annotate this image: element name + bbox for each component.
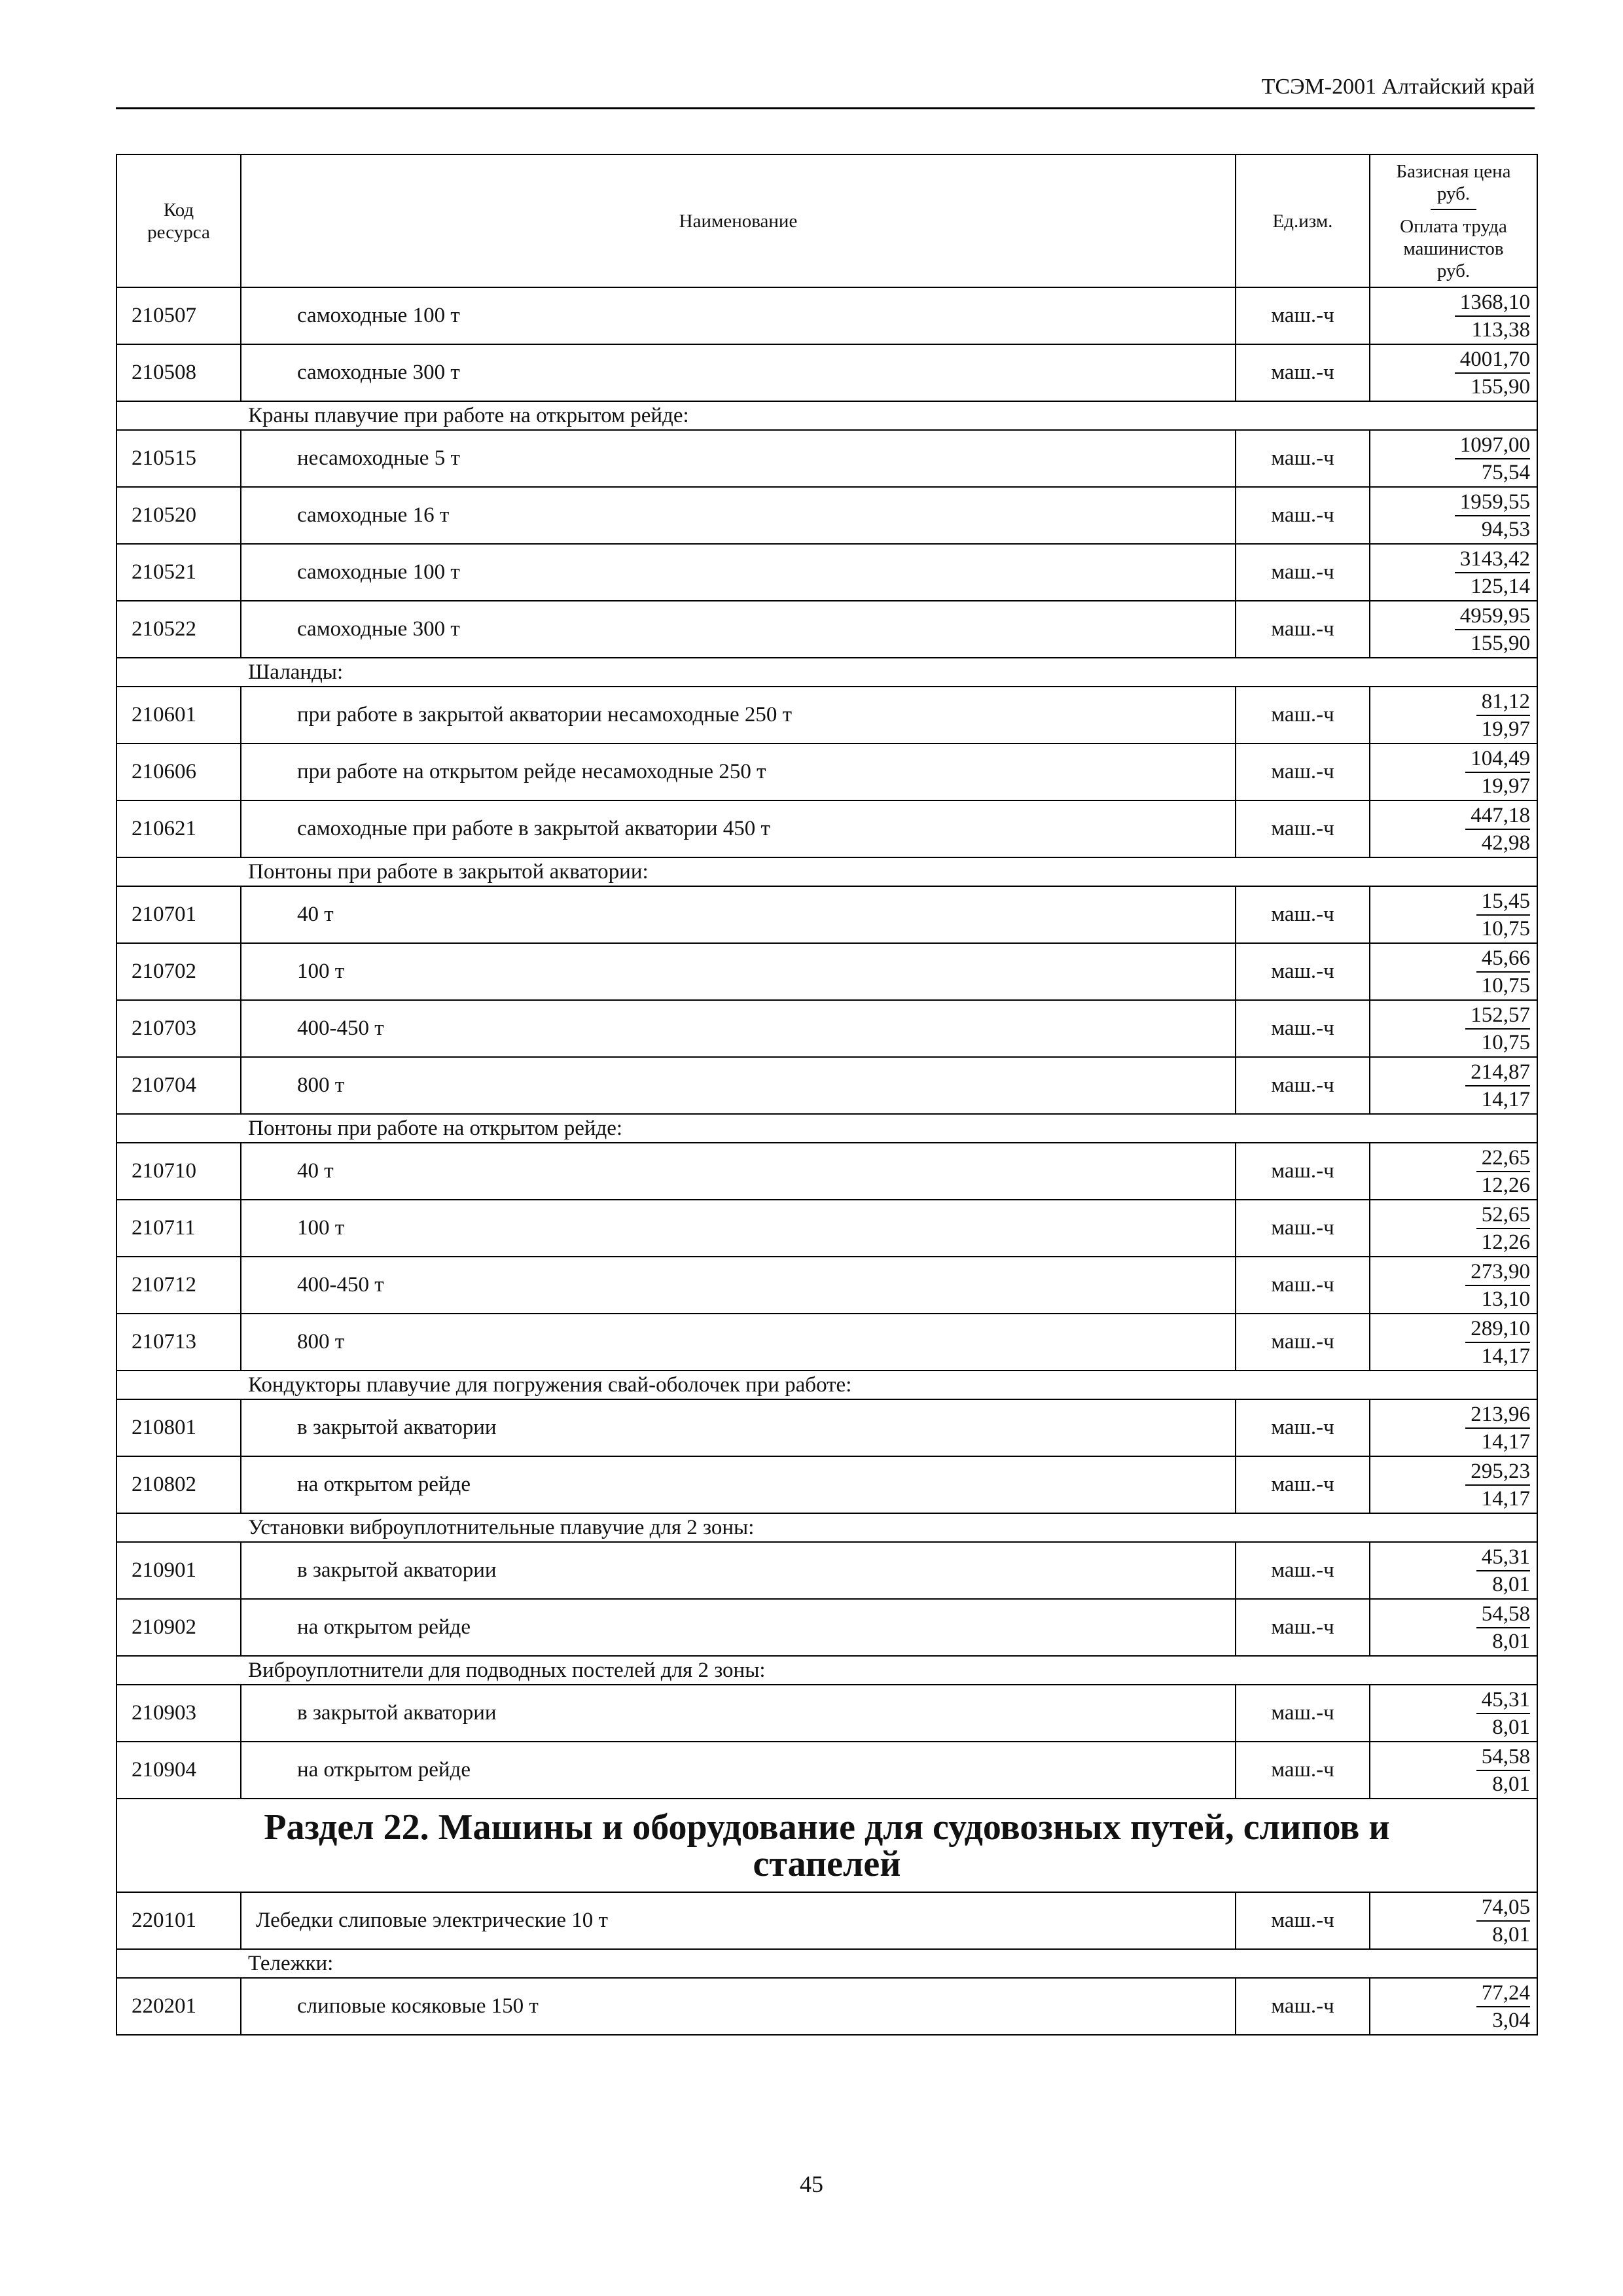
header-name: Наименование xyxy=(241,154,1236,287)
table-row xyxy=(116,1143,1537,1200)
price-cell xyxy=(1370,1200,1537,1257)
table-row xyxy=(116,1978,1537,2035)
base-price: 289,10 xyxy=(1465,1316,1530,1343)
unit: маш.-ч xyxy=(1236,1200,1370,1257)
resource-code: 210801 xyxy=(116,1399,241,1456)
base-price: 45,31 xyxy=(1476,1687,1530,1714)
resource-code: 210710 xyxy=(116,1143,241,1200)
operator-wage: 10,75 xyxy=(1481,1030,1530,1054)
unit: маш.-ч xyxy=(1236,1257,1370,1314)
group-row xyxy=(116,1114,1537,1143)
table-row xyxy=(116,1399,1537,1456)
group-label: Установки виброуплотнительные плавучие для 2 зоны: xyxy=(116,1513,1537,1542)
price-cell xyxy=(1370,943,1537,1000)
group-row xyxy=(116,1371,1537,1399)
section-heading: Раздел 22. Машины и оборудование для судовозных путей, слипов и стапелей xyxy=(116,1799,1537,1892)
base-price: 273,90 xyxy=(1465,1259,1530,1286)
resource-code: 210903 xyxy=(116,1685,241,1742)
resource-code: 210507 xyxy=(116,287,241,344)
resource-name: в закрытой акватории xyxy=(241,1685,1236,1742)
unit: маш.-ч xyxy=(1236,1599,1370,1656)
base-price: 3143,42 xyxy=(1455,546,1530,573)
table-row xyxy=(116,287,1537,344)
resource-table xyxy=(116,154,1538,2036)
resource-name: 40 т xyxy=(241,1143,1236,1200)
resource-code: 210701 xyxy=(116,886,241,943)
resource-name: 400-450 т xyxy=(241,1257,1236,1314)
price-cell xyxy=(1370,800,1537,857)
operator-wage: 155,90 xyxy=(1471,374,1530,399)
resource-code: 220201 xyxy=(116,1978,241,2035)
price-cell xyxy=(1370,287,1537,344)
resource-name: на открытом рейде xyxy=(241,1599,1236,1656)
group-row xyxy=(116,658,1537,687)
resource-code: 210702 xyxy=(116,943,241,1000)
operator-wage: 14,17 xyxy=(1481,1087,1530,1111)
price-cell xyxy=(1370,344,1537,401)
unit: маш.-ч xyxy=(1236,1685,1370,1742)
price-cell xyxy=(1370,1456,1537,1513)
base-price: 1368,10 xyxy=(1455,289,1530,317)
resource-code: 210703 xyxy=(116,1000,241,1057)
unit: маш.-ч xyxy=(1236,1314,1370,1371)
table-row xyxy=(116,1456,1537,1513)
operator-wage: 113,38 xyxy=(1471,317,1530,342)
header-unit: Ед.изм. xyxy=(1236,154,1370,287)
operator-wage: 155,90 xyxy=(1471,631,1530,655)
resource-code: 210522 xyxy=(116,601,241,658)
base-price: 45,66 xyxy=(1476,945,1530,973)
resource-code: 210520 xyxy=(116,487,241,544)
base-price: 77,24 xyxy=(1476,1980,1530,2007)
resource-name: самоходные 300 т xyxy=(241,344,1236,401)
table-row xyxy=(116,1892,1537,1949)
price-cell xyxy=(1370,430,1537,487)
resource-code: 210606 xyxy=(116,744,241,800)
resource-code: 210521 xyxy=(116,544,241,601)
table-row xyxy=(116,1599,1537,1656)
table-row xyxy=(116,800,1537,857)
group-row xyxy=(116,1513,1537,1542)
price-cell xyxy=(1370,544,1537,601)
price-cell xyxy=(1370,1057,1537,1114)
resource-code: 210704 xyxy=(116,1057,241,1114)
base-price: 52,65 xyxy=(1476,1202,1530,1229)
resource-name: при работе в закрытой акватории несамоходные 250 т xyxy=(241,687,1236,744)
unit: маш.-ч xyxy=(1236,1399,1370,1456)
base-price: 447,18 xyxy=(1465,802,1530,830)
price-cell xyxy=(1370,1314,1537,1371)
price-cell xyxy=(1370,1257,1537,1314)
operator-wage: 10,75 xyxy=(1481,973,1530,997)
group-label: Кондукторы плавучие для погружения свай-оболочек при работе: xyxy=(116,1371,1537,1399)
table-row xyxy=(116,1200,1537,1257)
unit: маш.-ч xyxy=(1236,800,1370,857)
operator-wage: 19,97 xyxy=(1481,774,1530,798)
resource-code: 210901 xyxy=(116,1542,241,1599)
base-price: 152,57 xyxy=(1465,1002,1530,1030)
operator-wage: 8,01 xyxy=(1492,1629,1530,1653)
resource-name: 100 т xyxy=(241,943,1236,1000)
resource-code: 210802 xyxy=(116,1456,241,1513)
resource-code: 210711 xyxy=(116,1200,241,1257)
operator-wage: 42,98 xyxy=(1481,831,1530,855)
resource-name: самоходные при работе в закрытой акватории 450 т xyxy=(241,800,1236,857)
group-label: Краны плавучие при работе на открытом рейде: xyxy=(116,401,1537,430)
resource-name: самоходные 100 т xyxy=(241,544,1236,601)
base-price: 213,96 xyxy=(1465,1401,1530,1429)
price-cell xyxy=(1370,1742,1537,1799)
table-row xyxy=(116,430,1537,487)
resource-name: самоходные 16 т xyxy=(241,487,1236,544)
group-label: Понтоны при работе на открытом рейде: xyxy=(116,1114,1537,1143)
header-code: Код ресурса xyxy=(116,154,241,287)
price-cell xyxy=(1370,1542,1537,1599)
table-row xyxy=(116,1542,1537,1599)
table-row xyxy=(116,1314,1537,1371)
unit: маш.-ч xyxy=(1236,1542,1370,1599)
base-price: 295,23 xyxy=(1465,1458,1530,1486)
price-cell xyxy=(1370,601,1537,658)
table-row xyxy=(116,344,1537,401)
operator-wage: 14,17 xyxy=(1481,1344,1530,1368)
unit: маш.-ч xyxy=(1236,1742,1370,1799)
unit: маш.-ч xyxy=(1236,487,1370,544)
resource-name: в закрытой акватории xyxy=(241,1399,1236,1456)
resource-code: 210712 xyxy=(116,1257,241,1314)
resource-name: самоходные 100 т xyxy=(241,287,1236,344)
table-row xyxy=(116,886,1537,943)
resource-code: 210904 xyxy=(116,1742,241,1799)
operator-wage: 14,17 xyxy=(1481,1486,1530,1511)
group-row xyxy=(116,1949,1537,1978)
base-price: 74,05 xyxy=(1476,1894,1530,1922)
group-label: Тележки: xyxy=(116,1949,1537,1978)
price-cell xyxy=(1370,1685,1537,1742)
price-cell xyxy=(1370,1978,1537,2035)
page-header xyxy=(116,71,1535,109)
price-cell xyxy=(1370,886,1537,943)
table-row xyxy=(116,1000,1537,1057)
resource-name: при работе на открытом рейде несамоходные 250 т xyxy=(241,744,1236,800)
operator-wage: 14,17 xyxy=(1481,1429,1530,1454)
operator-wage: 125,14 xyxy=(1471,574,1530,598)
table-row xyxy=(116,943,1537,1000)
operator-wage: 13,10 xyxy=(1481,1287,1530,1311)
resource-name: 400-450 т xyxy=(241,1000,1236,1057)
operator-wage: 12,26 xyxy=(1481,1230,1530,1254)
resource-code: 210508 xyxy=(116,344,241,401)
base-price: 54,58 xyxy=(1476,1601,1530,1628)
resource-name: 100 т xyxy=(241,1200,1236,1257)
table-header-row xyxy=(116,154,1537,287)
base-price: 4959,95 xyxy=(1455,603,1530,630)
base-price: 214,87 xyxy=(1465,1059,1530,1086)
base-price: 45,31 xyxy=(1476,1544,1530,1571)
unit: маш.-ч xyxy=(1236,744,1370,800)
resource-name: слиповые косяковые 150 т xyxy=(241,1978,1236,2035)
unit: маш.-ч xyxy=(1236,886,1370,943)
unit: маш.-ч xyxy=(1236,1143,1370,1200)
resource-name: 800 т xyxy=(241,1057,1236,1114)
base-price: 1959,55 xyxy=(1455,489,1530,516)
header-price: Базисная цена руб. Оплата труда машинистов руб. xyxy=(1370,154,1537,287)
unit: маш.-ч xyxy=(1236,430,1370,487)
resource-code: 220101 xyxy=(116,1892,241,1949)
table-row xyxy=(116,744,1537,800)
base-price: 22,65 xyxy=(1476,1145,1530,1172)
base-price: 81,12 xyxy=(1476,689,1530,716)
operator-wage: 8,01 xyxy=(1492,1772,1530,1796)
operator-wage: 10,75 xyxy=(1481,916,1530,941)
unit: маш.-ч xyxy=(1236,287,1370,344)
operator-wage: 12,26 xyxy=(1481,1173,1530,1197)
price-cell xyxy=(1370,744,1537,800)
resource-name: несамоходные 5 т xyxy=(241,430,1236,487)
unit: маш.-ч xyxy=(1236,344,1370,401)
resource-name: на открытом рейде xyxy=(241,1456,1236,1513)
group-row xyxy=(116,857,1537,886)
price-cell xyxy=(1370,687,1537,744)
unit: маш.-ч xyxy=(1236,1000,1370,1057)
table-row xyxy=(116,487,1537,544)
resource-code: 210601 xyxy=(116,687,241,744)
header-title: ТСЭМ-2001 Алтайский край xyxy=(1261,75,1535,99)
operator-wage: 8,01 xyxy=(1492,1572,1530,1596)
base-price: 104,49 xyxy=(1465,745,1530,773)
price-cell xyxy=(1370,1000,1537,1057)
unit: маш.-ч xyxy=(1236,601,1370,658)
operator-wage: 8,01 xyxy=(1492,1922,1530,1946)
operator-wage: 8,01 xyxy=(1492,1715,1530,1739)
resource-name: на открытом рейде xyxy=(241,1742,1236,1799)
operator-wage: 3,04 xyxy=(1492,2008,1530,2032)
price-cell xyxy=(1370,1892,1537,1949)
base-price: 15,45 xyxy=(1476,888,1530,916)
table-row xyxy=(116,1685,1537,1742)
base-price: 4001,70 xyxy=(1455,346,1530,374)
resource-name: 40 т xyxy=(241,886,1236,943)
resource-name: в закрытой акватории xyxy=(241,1542,1236,1599)
base-price: 1097,00 xyxy=(1455,432,1530,459)
base-price: 54,58 xyxy=(1476,1744,1530,1771)
resource-code: 210713 xyxy=(116,1314,241,1371)
table-row xyxy=(116,1742,1537,1799)
table-row xyxy=(116,687,1537,744)
price-cell xyxy=(1370,1599,1537,1656)
group-label: Понтоны при работе в закрытой акватории: xyxy=(116,857,1537,886)
price-cell xyxy=(1370,1143,1537,1200)
header-divider xyxy=(1431,209,1476,210)
section-row xyxy=(116,1799,1537,1892)
table-row xyxy=(116,1257,1537,1314)
resource-name: 800 т xyxy=(241,1314,1236,1371)
resource-code: 210621 xyxy=(116,800,241,857)
table-row xyxy=(116,601,1537,658)
resource-name: Лебедки слиповые электрические 10 т xyxy=(241,1892,1236,1949)
operator-wage: 75,54 xyxy=(1481,460,1530,484)
unit: маш.-ч xyxy=(1236,1057,1370,1114)
page-number: 45 xyxy=(800,2171,823,2197)
resource-code: 210515 xyxy=(116,430,241,487)
unit: маш.-ч xyxy=(1236,1978,1370,2035)
table-row xyxy=(116,544,1537,601)
price-cell xyxy=(1370,487,1537,544)
unit: маш.-ч xyxy=(1236,1892,1370,1949)
unit: маш.-ч xyxy=(1236,943,1370,1000)
resource-code: 210902 xyxy=(116,1599,241,1656)
resource-name: самоходные 300 т xyxy=(241,601,1236,658)
unit: маш.-ч xyxy=(1236,1456,1370,1513)
group-label: Шаланды: xyxy=(116,658,1537,687)
operator-wage: 19,97 xyxy=(1481,717,1530,741)
operator-wage: 94,53 xyxy=(1481,517,1530,541)
group-label: Виброуплотнители для подводных постелей для 2 зоны: xyxy=(116,1656,1537,1685)
price-cell xyxy=(1370,1399,1537,1456)
group-row xyxy=(116,1656,1537,1685)
unit: маш.-ч xyxy=(1236,687,1370,744)
group-row xyxy=(116,401,1537,430)
table-row xyxy=(116,1057,1537,1114)
unit: маш.-ч xyxy=(1236,544,1370,601)
